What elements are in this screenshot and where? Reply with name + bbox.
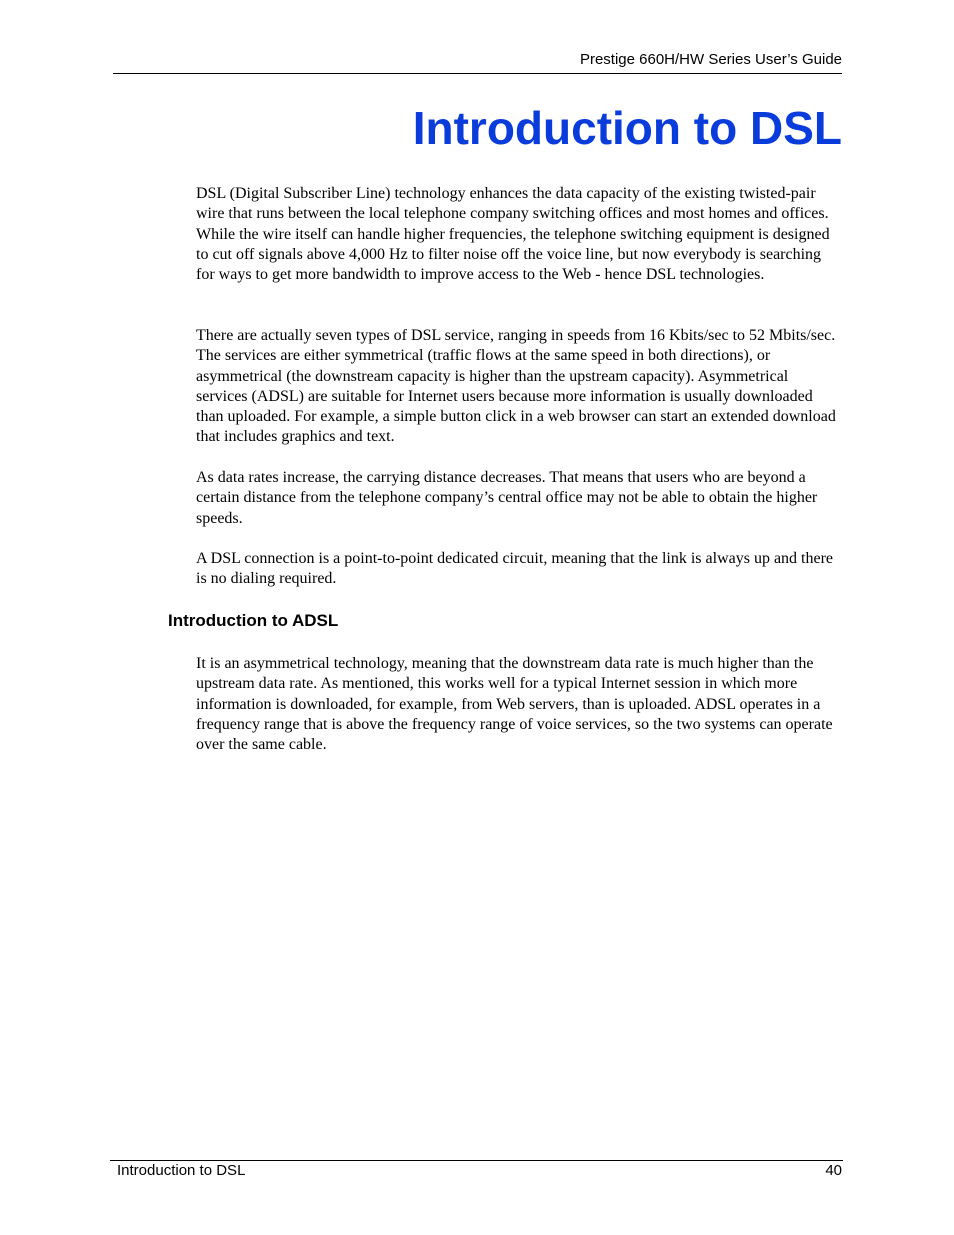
- body-paragraph: DSL (Digital Subscriber Line) technology enhances the data capacity of the existing twisted-pair wire that runs between the local telephone company switching offices and most homes and offices. While the wire itself can handle higher frequencies, the telephone switching equipment is designed to cut off signals above 4,000 Hz to filter noise off the voice line, but now everybody is searching for ways to get more bandwidth to improve access to the Web - hence DSL technologies.: [196, 185, 830, 284]
- footer-rule: [110, 1160, 843, 1161]
- body-paragraph: As data rates increase, the carrying distance decreases. That means that users who are beyond a certain distance from the telephone company’s central office may not be able to obtain the higher speeds.: [196, 469, 818, 527]
- guide-title: Prestige 660H/HW Series User’s Guide: [579, 51, 842, 68]
- body-paragraph: A DSL connection is a point-to-point dedicated circuit, meaning that the link is always up and there is no dialing required.: [196, 550, 834, 588]
- page-number: 40: [825, 1162, 842, 1179]
- body-paragraph: There are actually seven types of DSL service, ranging in speeds from 16 Kbits/sec to 52 Mbits/sec. The services are either symmetrical (traffic flows at the same speed in both directions), or asymmetrical (the downstream capacity is higher than the upstream capacity). Asymmetrical services (ADSL) are suitable for Internet users because more information is usually downloaded than uploaded. For example, a simple button click in a web browser can start an extended download that includes graphics and text.: [196, 327, 836, 446]
- chapter-title: Introduction to DSL: [412, 102, 842, 154]
- section-paragraph: It is an asymmetrical technology, meaning that the downstream data rate is much higher than the upstream data rate. As mentioned, this works well for a typical Internet session in which more information is downloaded, for example, from Web servers, than is uploaded. ADSL operates in a frequency range that is above the frequency range of voice services, so the two systems can operate over the same cable.: [196, 655, 833, 754]
- header-rule: [113, 73, 842, 74]
- section-heading: Introduction to ADSL: [168, 611, 339, 630]
- footer-chapter-name: Introduction to DSL: [117, 1162, 246, 1179]
